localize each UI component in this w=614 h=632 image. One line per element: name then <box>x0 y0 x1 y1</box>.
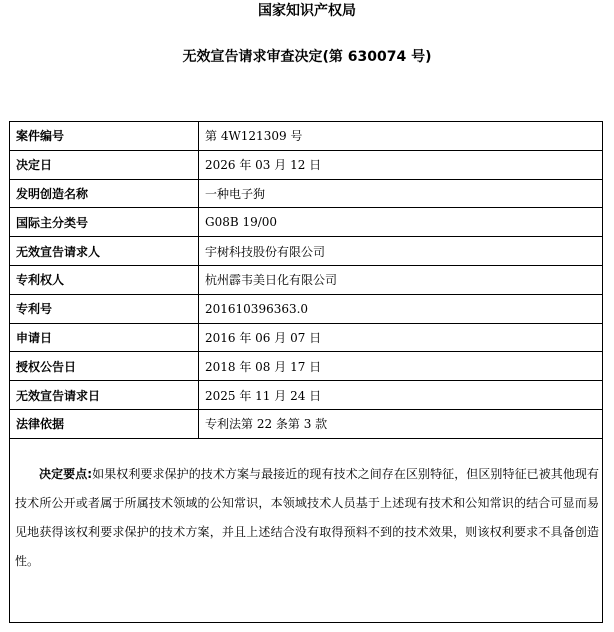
row-value: 2018 年 08 月 17 日 <box>199 352 603 381</box>
row-value: 专利法第 22 条第 3 款 <box>199 409 603 438</box>
row-value: 2025 年 11 月 24 日 <box>199 381 603 410</box>
row-label: 无效宣告请求人 <box>10 237 199 266</box>
row-label: 申请日 <box>10 323 199 352</box>
table-row <box>10 208 603 237</box>
row-label: 专利号 <box>10 294 199 323</box>
row-label: 国际主分类号 <box>10 208 199 237</box>
row-value: 第 4W121309 号 <box>199 122 603 151</box>
table-row <box>10 323 603 352</box>
row-label: 法律依据 <box>10 409 199 438</box>
row-value: 2016 年 06 月 07 日 <box>199 323 603 352</box>
issuing-office: 国家知识产权局 <box>258 3 356 19</box>
row-value: 一种电子狗 <box>199 179 603 208</box>
table-row <box>10 294 603 323</box>
row-value: 2026 年 03 月 12 日 <box>199 150 603 179</box>
table-row <box>10 409 603 438</box>
summary-lead: 决定要点: <box>39 467 93 481</box>
row-label: 无效宣告请求日 <box>10 381 199 410</box>
summary-text: 如果权利要求保护的技术方案与最接近的现有技术之间存在区别特征，但区别特征已被其他现有技术所公开或者属于所属技术领域的公知常识，本领域技术人员基于上述现有技术和公知常识的结合可显而易见地获得该权利要求保护的技术方案，并且上述结合没有取得预料不到的技术效果，则该权利要求不具备创造性。 <box>15 467 599 568</box>
row-label: 专利权人 <box>10 265 199 294</box>
case-info-table <box>9 121 603 439</box>
table-row <box>10 381 603 410</box>
row-value: G08B 19/00 <box>199 208 603 237</box>
decision-summary <box>15 460 599 576</box>
row-value: 宇树科技股份有限公司 <box>199 237 603 266</box>
row-label: 发明创造名称 <box>10 179 199 208</box>
document-title: 无效宣告请求审查决定(第 630074 号) <box>182 49 432 65</box>
table-row <box>10 265 603 294</box>
table-row <box>10 237 603 266</box>
table-row <box>10 122 603 151</box>
row-label: 授权公告日 <box>10 352 199 381</box>
table-row <box>10 352 603 381</box>
row-label: 案件编号 <box>10 122 199 151</box>
table-row <box>10 150 603 179</box>
row-label: 决定日 <box>10 150 199 179</box>
row-value: 201610396363.0 <box>199 294 603 323</box>
table-row <box>10 179 603 208</box>
row-value: 杭州霹韦美日化有限公司 <box>199 265 603 294</box>
